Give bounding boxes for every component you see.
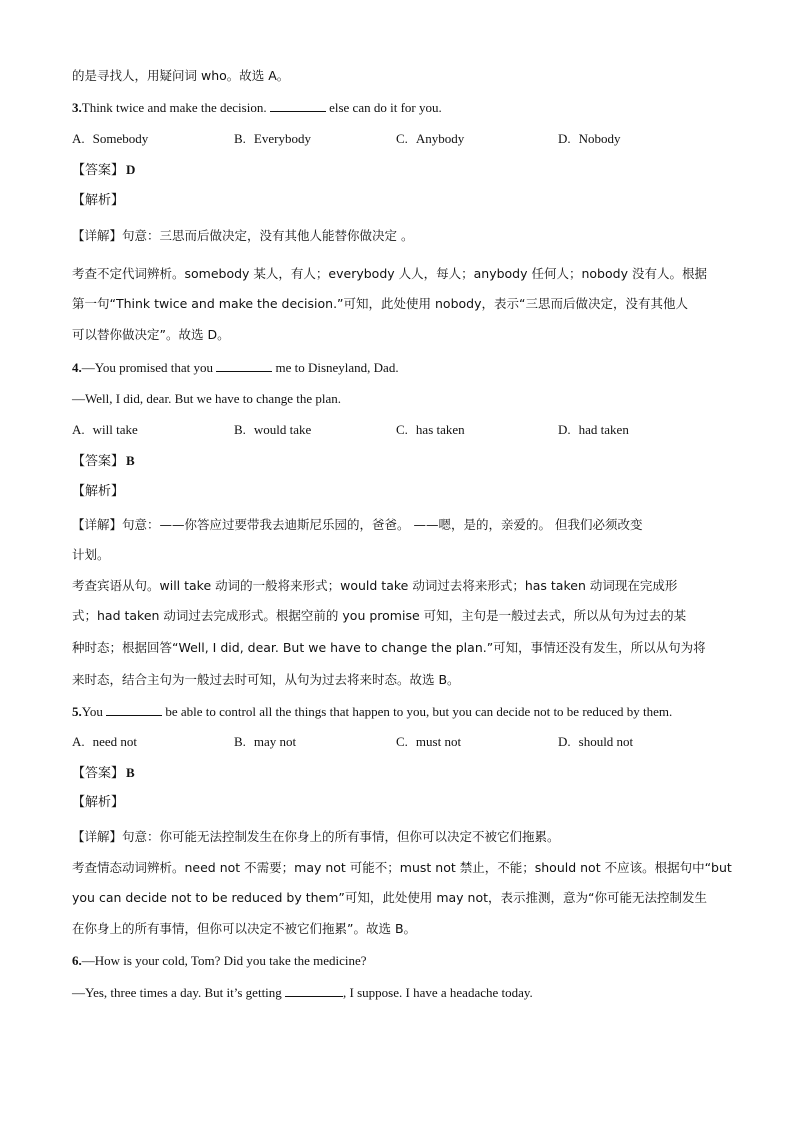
q3-stem-after: else can do it for you. [325,100,442,115]
q4-line-2: —Well, I did, dear. But we have to change the plan. [72,391,341,406]
q3-option-d[interactable]: D. Nobody [558,131,621,146]
q3-option-c[interactable]: C. Anybody [396,131,465,146]
intro-text: 的是寻找人，用疑问词 who。故选 A。 [72,68,290,83]
q3-analysis-label: 【解析】 [72,193,125,208]
q3-option-b[interactable]: B. Everybody [234,131,311,146]
q5-explain-3: 在你身上的所有事情，但你可以决定不被它们拖累”。故选 B。 [72,921,417,936]
q4-detail-2: 计划。 [72,547,110,562]
q5-option-d[interactable]: D. should not [558,734,634,749]
q6-blank[interactable] [285,982,343,997]
q5-detail: 【详解】句意：你可能无法控制发生在你身上的所有事情，但你可以决定不被它们拖累。 [72,829,560,844]
q3-detail: 【详解】句意：三思而后做决定，没有其他人能替你做决定 。 [72,228,414,243]
q5-option-a[interactable]: A. need not [72,734,138,749]
q4-explain-2: 式；had taken 动词过去完成形式。根据空前的 you promise 可知，主句是一般过去式，所以从句为过去的某 [72,608,687,623]
q5-analysis-label: 【解析】 [72,795,125,810]
q5-explain-2: you can decide not to be reduced by them”可知，此处使用 may not，表示推测，意为“你可能无法控制发生 [72,890,707,905]
q6-line-2: —Yes, three times a day. But it’s getting , I suppose. I have a headache today. [72,982,533,1003]
q4-explain-1: 考查宾语从句。will take 动词的一般将来形式；would take 动词过去将来形式；has taken 动词现在完成形 [72,578,678,593]
q4-option-a[interactable]: A. will take [72,422,138,437]
q4-analysis-label: 【解析】 [72,484,125,499]
q4-option-b[interactable]: B. would take [234,422,312,437]
q5-stem: 5.You be able to control all the things that happen to you, but you can decide not to be reduced by them. [72,701,672,722]
q3-blank[interactable] [270,97,326,112]
q3-stem-before: Think twice and make the decision. [81,100,270,115]
q4-option-c[interactable]: C. has taken [396,422,465,437]
q5-blank[interactable] [106,701,162,716]
q4-blank[interactable] [216,357,272,372]
q3-answer: 【答案】 D [72,162,136,178]
q4-explain-4: 来时态，结合主句为一般过去时可知，从句为过去将来时态。故选 B。 [72,672,460,687]
q5-explain-1: 考查情态动词辨析。need not 不需要；may not 可能不；must not 禁止，不能；should not 不应该。根据句中“but [72,860,732,875]
q3-explain-2: 第一句“Think twice and make the decision.”可知，此处使用 nobody，表示“三思而后做决定，没有其他人 [72,296,688,311]
q4-answer: 【答案】 B [72,453,135,469]
q6-line-1: 6.—How is your cold, Tom? Did you take the medicine? [72,953,367,968]
q3-number: 3. [72,100,82,115]
q4-option-d[interactable]: D. had taken [558,422,629,437]
q3-stem [72,97,442,118]
q5-option-c[interactable]: C. must not [396,734,462,749]
q4-explain-3: 种时态；根据回答“Well, I did, dear. But we have to change the plan.”可知，事情还没有发生，所以从句为将 [72,640,706,655]
q4-line-1: 4.—You promised that you me to Disneyland, Dad. [72,357,399,378]
q3-option-a[interactable]: A. Somebody [72,131,149,146]
q3-explain-3: 可以替你做决定”。故选 D。 [72,327,230,342]
q5-option-b[interactable]: B. may not [234,734,297,749]
q4-detail-1: 【详解】句意：——你答应过要带我去迪斯尼乐园的，爸爸。 ——嗯，是的，亲爱的。 但我们必须改变 [72,517,643,532]
q3-explain-1: 考查不定代词辨析。somebody 某人，有人；everybody 人人，每人；anybody 任何人；nobody 没有人。根据 [72,266,707,281]
q5-answer: 【答案】 B [72,765,135,781]
